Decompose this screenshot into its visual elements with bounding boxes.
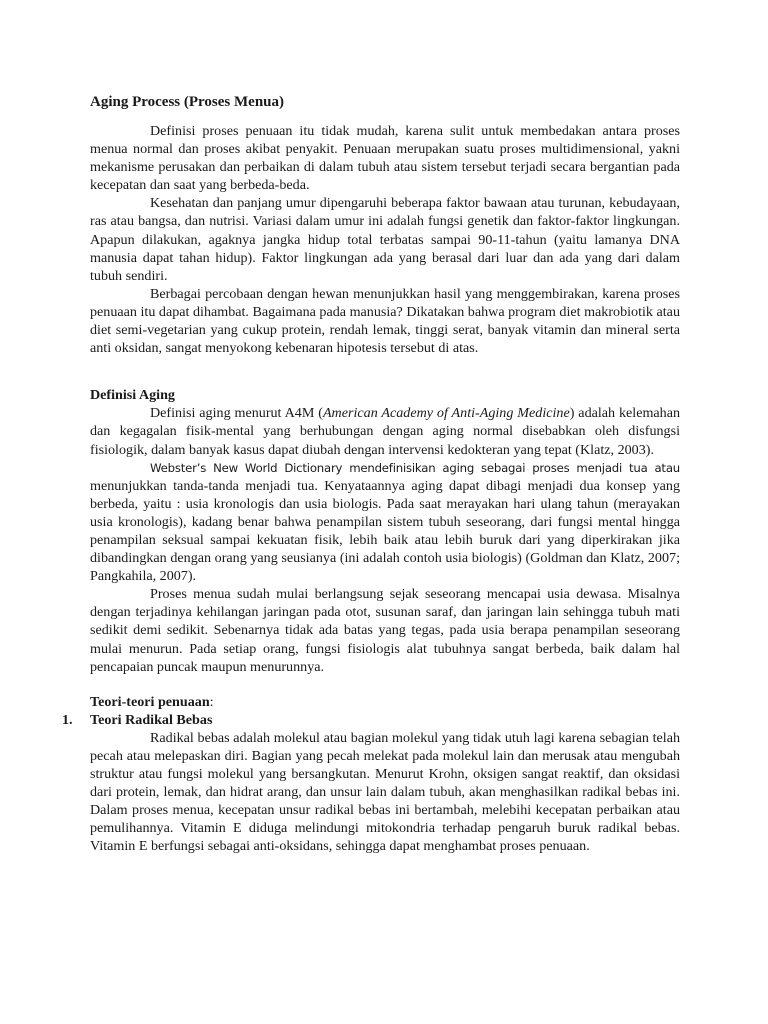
list-item-number: 1. [62, 711, 73, 728]
definisi-paragraph-1 [90, 404, 680, 458]
section-heading-definisi: Definisi Aging [90, 387, 175, 404]
definisi-p1-before: Definisi aging menurut A4M ( [150, 405, 323, 422]
section-heading-teori [90, 693, 680, 711]
definisi-p2-sans: Webster’s New World Dictionary mendefinisikan aging sebagai proses menjadi tua atau [150, 460, 680, 475]
list-item-title: Teori Radikal Bebas [90, 711, 213, 728]
intro-paragraph-1: Definisi proses penuaan itu tidak mudah, karena sulit untuk membedakan antara proses menua normal dan proses akibat penyakit. Penuaan merupakan suatu proses multidimensional, yakni mekanisme perusakan dan perbaikan di dalam tubuh atau sistem tersebut terjadi secara bergantian pada kecepatan dan saat yang berbeda-beda. [90, 123, 680, 194]
definisi-p1-after: ) adalah kelemahan dan kegagalan fisik-mental yang berhubungan dengan aging normal disebabkan oleh disfungsi fisiologik, dalam banyak kasus dapat diubah dengan intervensi kedokteran yang tepat (Klatz, 2003). [90, 405, 681, 458]
intro-paragraph-2: Kesehatan dan panjang umur dipengaruhi beberapa faktor bawaan atau turunan, kebudayaan, ras atau bangsa, dan nutrisi. Variasi dalam umur ini adalah fungsi genetik dan faktor-faktor lingkungan. Apapun dilakukan, agaknya jangka hidup total terbatas sampai 90-11-tahun (yaitu lamanya DNA manusia dapat tahan hidup). Faktor lingkungan ada yang berasal dari luar dan ada yang dari dalam tubuh sendiri. [90, 195, 680, 284]
teori-heading-colon: : [209, 693, 214, 710]
teori-heading-text: Teori-teori penuaan [90, 693, 210, 710]
teori-radikal-bebas-paragraph: Radikal bebas adalah molekul atau bagian molekul yang tidak utuh lagi karena sebagian telah pecah atau melepaskan diri. Bagian yang pecah melekat pada molekul lain dan merusak atau mengubah struktur atau fungsi molekul yang bersangkutan. Menurut Krohn, oksigen sangat reaktif, dan oksidasi dari protein, lemak, dan hidrat arang, dan unsur lain dalam tubuh, akan menghasilkan radikal bebas ini. Dalam proses menua, kecepatan unsur radikal bebas ini bertambah, melebihi kecepatan perbaikan atau pemulihannya. Vitamin E diduga melindungi mitokondria terhadap pengaruh buruk radikal bebas. Vitamin E berfungsi sebagai anti-oksidans, sehingga dapat menghambat proses penuaan. [90, 729, 680, 855]
document-body [62, 93, 681, 856]
section-spacer [90, 357, 680, 386]
intro-paragraph-3: Berbagai percobaan dengan hewan menunjukkan hasil yang menggembirakan, karena proses penuaan itu dapat dihambat. Bagaimana pada manusia? Dikatakan bahwa program diet makrobiotik atau diet semi-vegetarian yang cukup protein, rendah lemak, tinggi serat, banyak vitamin dan mineral serta anti oksidan, sangat menyokong kebenaran hipotesis tersebut di atas. [90, 285, 680, 357]
definisi-paragraph-2 [90, 459, 680, 586]
document-title: Aging Process (Proses Menua) [90, 94, 285, 110]
definisi-p2-rest: menunjukkan tanda-tanda menjadi tua. Kenyataannya aging dapat dibagi menjadi dua konsep yang berbeda, yaitu : usia kronologis dan usia biologis. Pada saat merayakan hari ulang tahun (merayakan usia kronologis), kadang benar bahwa penampilan sistem tubuh seseorang, dari fungsi mental hingga penampilan seksual sampai kekuatan fisik, lebih baik atau lebih buruk dari yang diperkirakan jika dibandingkan dengan orang yang seusianya (ini adalah contoh usia biologis) (Goldman dan Klatz, 2007; Pangkahila, 2007). [90, 477, 680, 585]
definisi-p1-italic: American Academy of Anti-Aging Medicine [322, 405, 570, 422]
definisi-paragraph-3: Proses menua sudah mulai berlangsung sejak seseorang mencapai usia dewasa. Misalnya dengan terjadinya kehilangan jaringan pada otot, susunan saraf, dan jaringan lain sehingga tubuh mati sedikit demi sedikit. Sebenarnya tidak ada batas yang tegas, pada usia berapa penampilan seseorang mulai menurun. Pada setiap orang, fungsi fisiologis alat tubuhnya sangat berbeda, baik dalam hal pencapaian puncak maupun menurunnya. [90, 586, 680, 675]
list-item-heading [62, 711, 680, 729]
section-spacer [90, 676, 680, 693]
